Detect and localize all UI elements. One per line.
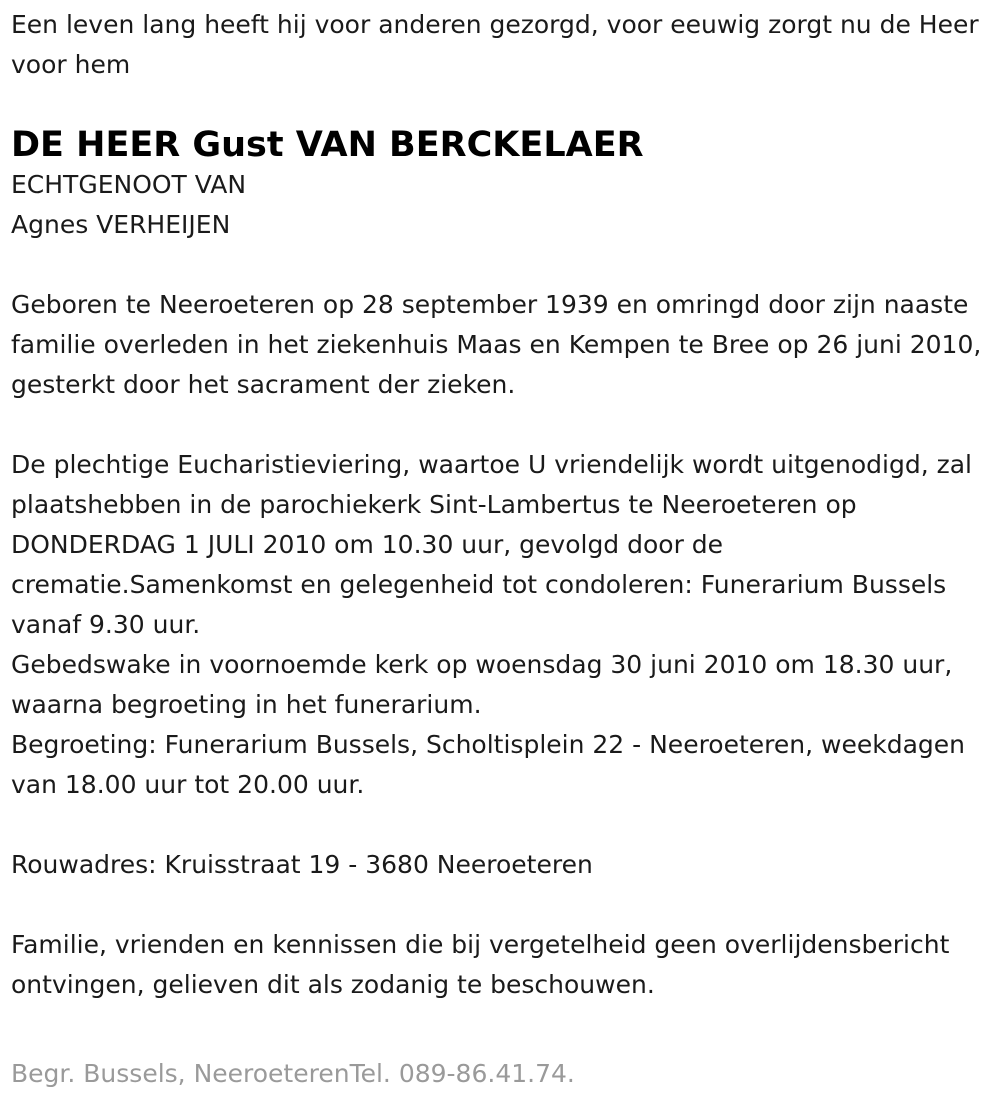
spouse-name: Agnes VERHEIJEN — [11, 210, 231, 239]
birth-death-paragraph: Geboren te Neeroeteren op 28 september 1939 en omringd door zijn naaste familie overleden in het ziekenhuis Maas en Kempen te Bree op 26 juni 2010, gesterkt door het sacrament der zieken. — [11, 290, 982, 399]
vigil-paragraph: Gebedswake in voornoemde kerk op woensdag 30 juni 2010 om 18.30 uur, waarna begroeting in het funerarium. — [11, 650, 953, 719]
intro-text: Een leven lang heeft hij voor anderen gezorgd, voor eeuwig zorgt nu de Heer voor hem — [11, 10, 979, 79]
ceremony-paragraph: De plechtige Eucharistieviering, waartoe U vriendelijk wordt uitgenodigd, zal plaatshebben in de parochiekerk Sint-Lambertus te Neeroeteren op DONDERDAG 1 JULI 2010 om 10.30 uur, gevolgd door de crematie.Samenkomst en gelegenheid tot condoleren: Funerarium Bussels vanaf 9.30 uur. — [11, 450, 972, 639]
mourning-address: Rouwadres: Kruisstraat 19 - 3680 Neeroeteren — [11, 850, 593, 879]
visitation-paragraph: Begroeting: Funerarium Bussels, Scholtisplein 22 - Neeroeteren, weekdagen van 18.00 uur tot 20.00 uur. — [11, 730, 965, 799]
deceased-name: DE HEER Gust VAN BERCKELAER — [11, 125, 644, 165]
relation-label: ECHTGENOOT VAN — [11, 170, 247, 199]
funeral-home-footer: Begr. Bussels, NeeroeterenTel. 089-86.41.74. — [11, 1059, 575, 1088]
closing-paragraph: Familie, vrienden en kennissen die bij vergetelheid geen overlijdensbericht ontvingen, gelieven dit als zodanig te beschouwen. — [11, 930, 950, 999]
